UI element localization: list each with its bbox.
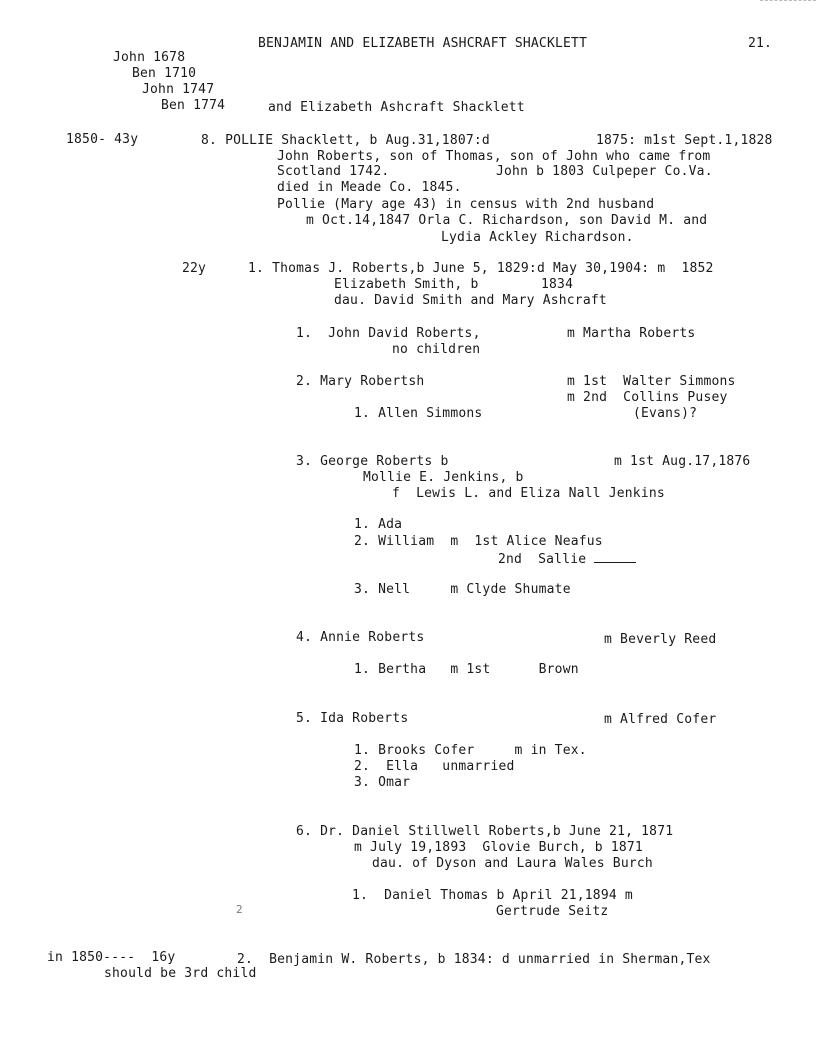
benjamin-line-1: 2. Benjamin W. Roberts, b 1834: d unmarried in Sherman,Tex (237, 952, 711, 967)
page-title: BENJAMIN AND ELIZABETH ASHCRAFT SHACKLETT (258, 36, 588, 51)
child-ida-m: m Alfred Cofer (604, 712, 717, 727)
child-george-child-1: 1. Ada (354, 517, 403, 532)
child-daniel-line-3: dau. of Dyson and Laura Wales Burch (372, 856, 653, 871)
child-annie: 4. Annie Roberts (296, 630, 425, 645)
lineage-line-5: and Elizabeth Ashcraft Shacklett (268, 100, 525, 115)
top-corner-mark (760, 0, 816, 3)
page-number: 21. (748, 36, 773, 51)
child-george-spouse: Mollie E. Jenkins, b (363, 470, 524, 485)
lineage-line-1: John 1678 (113, 50, 186, 65)
pollie-line-7: Lydia Ackley Richardson. (441, 230, 634, 245)
child-george: 3. George Roberts b (296, 454, 449, 469)
benjamin-census-note: in 1850---- 16y (47, 950, 176, 965)
pollie-line-4: died in Meade Co. 1845. (277, 180, 462, 195)
child-george-m: m 1st Aug.17,1876 (614, 454, 751, 469)
blank-underline (594, 550, 636, 563)
child-george-child-2-m2 (498, 550, 636, 568)
pollie-census-note: 1850- 43y (66, 132, 139, 147)
child-john-david-spouse: m Martha Roberts (567, 326, 696, 341)
child-ida-child-2: 2. Ella unmarried (354, 759, 515, 774)
child-george-child-2: 2. William m 1st Alice Neafus (354, 534, 603, 549)
pollie-line-3b: John b 1803 Culpeper Co.Va. (496, 164, 713, 179)
child-ida: 5. Ida Roberts (296, 711, 409, 726)
child-ida-child-3: 3. Omar (354, 775, 411, 790)
child-john-david-note: no children (392, 342, 481, 357)
child-annie-child-1: 1. Bertha m 1st Brown (354, 662, 579, 677)
child-annie-m: m Beverly Reed (604, 632, 717, 647)
child-john-david: 1. John David Roberts, (296, 326, 481, 341)
thomas-line-1: 1. Thomas J. Roberts,b June 5, 1829:d May 30,1904: m 1852 (248, 261, 714, 276)
child-mary-m2: m 2nd Collins Pusey (567, 390, 728, 405)
child-daniel-line-2: m July 19,1893 Glovie Burch, b 1871 (354, 840, 643, 855)
child-george-spouse-parents: f Lewis L. and Eliza Nall Jenkins (392, 486, 665, 501)
thomas-line-3: dau. David Smith and Mary Ashcraft (334, 293, 607, 308)
lineage-line-2: Ben 1710 (132, 66, 197, 81)
pollie-line-1: 8. POLLIE Shacklett, b Aug.31,1807:d (201, 133, 490, 148)
pollie-line-1-tail: 1875: m1st Sept.1,1828 (596, 133, 773, 148)
child-george-child-3: 3. Nell m Clyde Shumate (354, 582, 571, 597)
child-daniel-child-1-spouse: Gertrude Seitz (496, 904, 609, 919)
child-mary-m1: m 1st Walter Simmons (567, 374, 736, 389)
pollie-line-2: John Roberts, son of Thomas, son of John who came from (277, 149, 711, 164)
child-daniel-line-1: 6. Dr. Daniel Stillwell Roberts,b June 21, 1871 (296, 824, 674, 839)
child-mary: 2. Mary Robertsh (296, 374, 425, 389)
stray-mark: 2 (236, 903, 243, 916)
child-mary-child-1: 1. Allen Simmons (354, 406, 483, 421)
thomas-line-2b: 1834 (541, 277, 574, 292)
lineage-line-4: Ben 1774 (161, 98, 226, 113)
pollie-line-5: Pollie (Mary age 43) in census with 2nd husband (277, 197, 655, 212)
child-daniel-child-1: 1. Daniel Thomas b April 21,1894 m (352, 888, 633, 903)
child-mary-m2b: (Evans)? (633, 406, 698, 421)
pollie-line-6: m Oct.14,1847 Orla C. Richardson, son David M. and (306, 213, 708, 228)
benjamin-line-2: should be 3rd child (104, 966, 257, 981)
pollie-line-3a: Scotland 1742. (277, 164, 390, 179)
child-ida-child-1: 1. Brooks Cofer m in Tex. (354, 743, 587, 758)
lineage-line-3: John 1747 (142, 82, 215, 97)
thomas-line-2a: Elizabeth Smith, b (334, 277, 479, 292)
child-george-child-2-m2-text: 2nd Sallie (498, 552, 587, 567)
thomas-age: 22y (182, 261, 207, 276)
